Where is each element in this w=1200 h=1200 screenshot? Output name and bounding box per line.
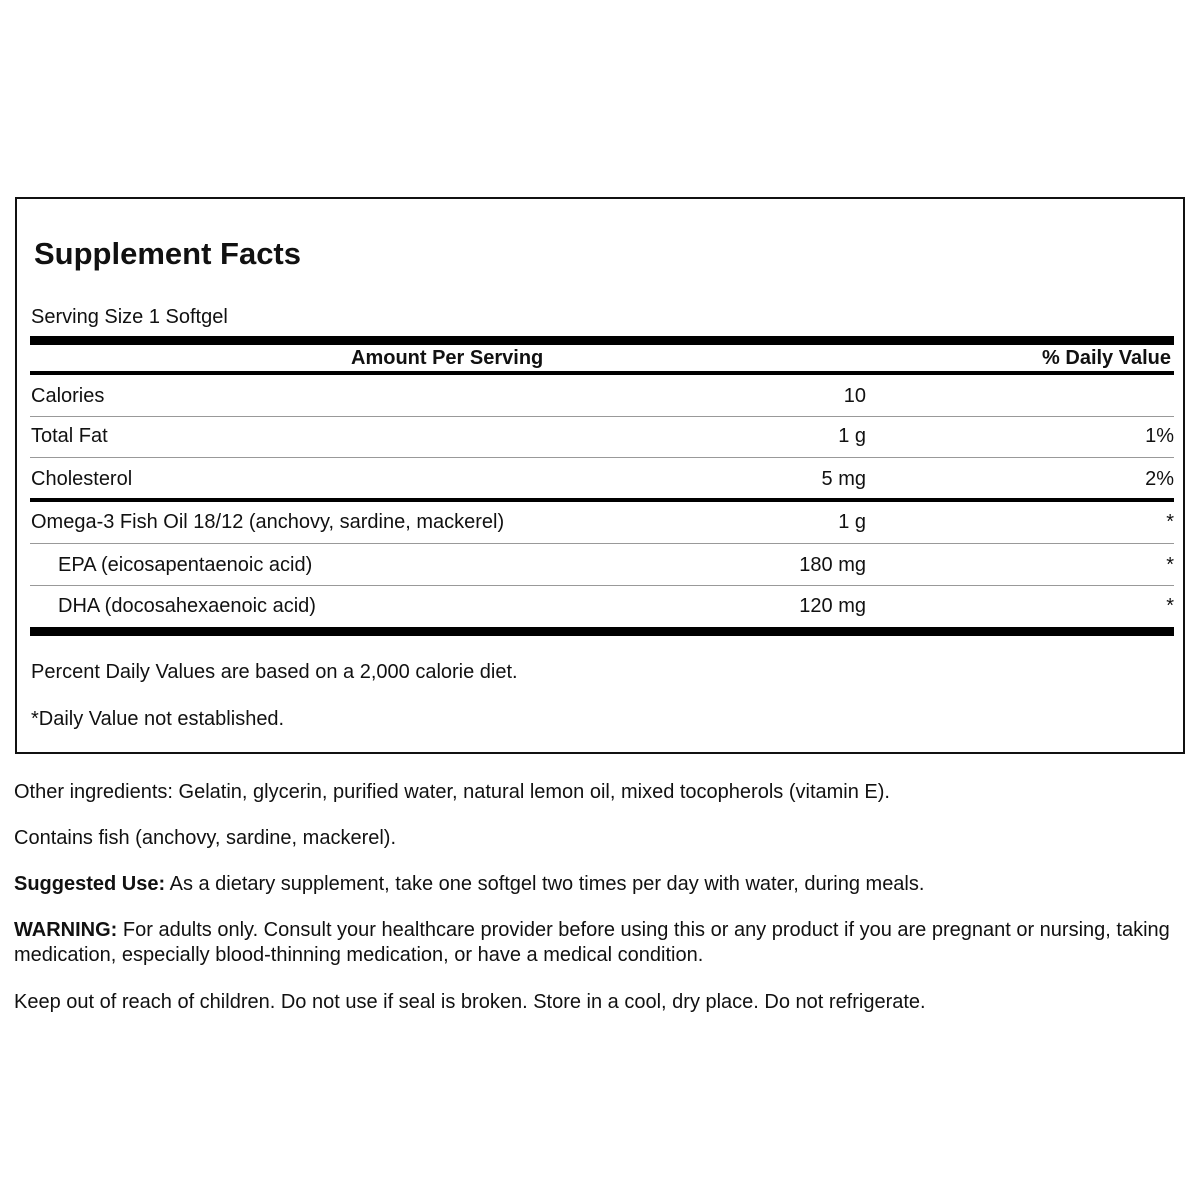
nutrient-dv: 1%: [1145, 425, 1174, 447]
nutrient-amount: 5 mg: [821, 468, 866, 490]
row-divider: [30, 457, 1174, 458]
footnote-daily-values: Percent Daily Values are based on a 2,000 calorie diet.: [31, 661, 518, 683]
nutrient-name: EPA (eicosapentaenoic acid): [58, 554, 313, 576]
nutrient-dv: *: [1166, 511, 1174, 533]
warning: [14, 918, 1174, 968]
nutrient-name: DHA (docosahexaenoic acid): [58, 595, 316, 617]
divider-thick: [30, 627, 1174, 636]
daily-value-header: % Daily Value: [1042, 347, 1171, 369]
nutrient-amount: 120 mg: [799, 595, 866, 617]
nutrient-name: Cholesterol: [31, 468, 133, 490]
warning-label: WARNING:: [14, 919, 118, 941]
table-row-omega3: [30, 511, 1174, 551]
suggested-use: [14, 872, 1174, 897]
storage-instructions: Keep out of reach of children. Do not use if seal is broken. Store in a cool, dry place. Do not refrigerate.: [14, 991, 926, 1013]
serving-size: Serving Size 1 Softgel: [31, 306, 228, 328]
divider-thick: [30, 336, 1174, 345]
nutrient-name: Omega-3 Fish Oil 18/12 (anchovy, sardine, mackerel): [31, 511, 505, 533]
row-divider: [30, 416, 1174, 417]
nutrient-amount: 1 g: [838, 511, 866, 533]
table-row-epa: [30, 554, 1174, 594]
nutrient-amount: 180 mg: [799, 554, 866, 576]
row-divider: [30, 585, 1174, 586]
amount-per-serving-header: Amount Per Serving: [351, 347, 544, 369]
nutrient-dv: 2%: [1145, 468, 1174, 490]
supplement-facts-panel: [15, 197, 1185, 754]
table-row-cholesterol: [30, 468, 1174, 508]
table-row-total-fat: [30, 425, 1174, 465]
panel-title: Supplement Facts: [34, 236, 301, 271]
nutrient-dv: *: [1166, 554, 1174, 576]
nutrient-amount: 1 g: [838, 425, 866, 447]
footnote-not-established: *Daily Value not established.: [31, 708, 285, 730]
divider-medium: [30, 498, 1174, 502]
warning-text: For adults only. Consult your healthcare provider before using this or any product if you are pregnant or nursing, taking medication, especially blood-thinning medication, or have a medical condition.: [14, 919, 1170, 966]
table-row-calories: [30, 385, 1174, 425]
nutrient-amount: 10: [843, 385, 866, 407]
allergen-statement: Contains fish (anchovy, sardine, mackerel).: [14, 827, 397, 849]
suggested-use-label: Suggested Use:: [14, 873, 166, 895]
nutrient-dv: *: [1166, 595, 1174, 617]
suggested-use-text: As a dietary supplement, take one softgel two times per day with water, during meals.: [165, 873, 925, 895]
nutrient-name: Calories: [31, 385, 105, 407]
nutrient-name: Total Fat: [31, 425, 108, 447]
row-divider: [30, 543, 1174, 544]
divider-medium: [30, 371, 1174, 375]
other-ingredients: Other ingredients: Gelatin, glycerin, purified water, natural lemon oil, mixed tocopherols (vitamin E).: [14, 781, 890, 803]
